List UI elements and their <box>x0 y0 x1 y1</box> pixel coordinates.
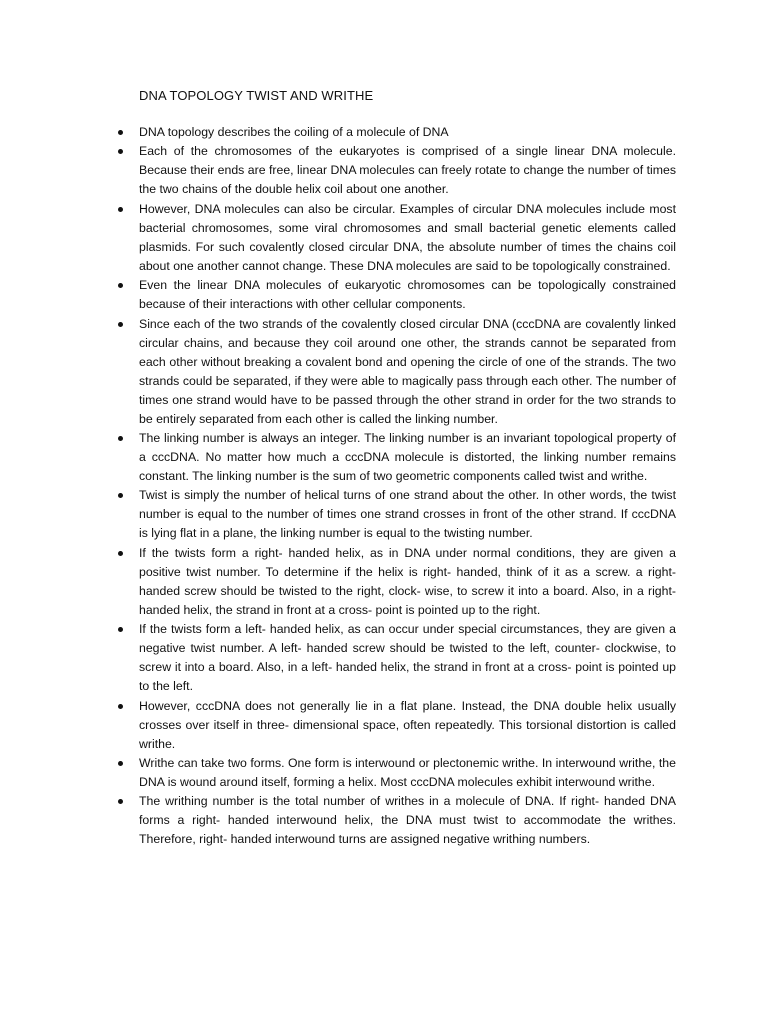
bullet-text: However, DNA molecules can also be circular. Examples of circular DNA molecules include most bacterial chromosomes, some viral chromosomes and small bacterial genetic elements called plasmids. For such covalently closed circular DNA, the absolute number of times the chains coil about one another cannot change. These DNA molecules are said to be topologically constrained. <box>139 201 676 273</box>
bullet-icon <box>118 149 123 154</box>
list-item <box>115 315 676 429</box>
bullet-text: Twist is simply the number of helical turns of one strand about the other. In other words, the twist number is equal to the number of times one strand crosses in front of the other strand. If cccDNA is lying flat in a plane, the linking number is equal to the twisting number. <box>139 488 676 541</box>
list-item <box>115 620 676 696</box>
bullet-icon <box>118 207 123 212</box>
bullet-text: However, cccDNA does not generally lie in a flat plane. Instead, the DNA double helix usually crosses over itself in three- dimensional space, often repeatedly. This torsional distortion is called writhe. <box>139 698 676 751</box>
bullet-text: If the twists form a right- handed helix, as in DNA under normal conditions, they are given a positive twist number. To determine if the helix is right- handed, think of it as a screw. a right- handed screw should be twisted to the right, clock- wise, to screw it into a board. Also, in a right- handed helix, the strand in front at a cross- point is pointed up to the right. <box>139 545 676 617</box>
bullet-icon <box>118 493 123 498</box>
bullet-list <box>115 123 676 850</box>
list-item <box>115 429 676 486</box>
list-item <box>115 792 676 849</box>
bullet-text: The linking number is always an integer. The linking number is an invariant topological property of a cccDNA. No matter how much a cccDNA molecule is distorted, the linking number remains constant. The linking number is the sum of two geometric components called twist and writhe. <box>139 430 676 483</box>
bullet-icon <box>118 130 123 135</box>
list-item <box>115 754 676 792</box>
bullet-text: The writhing number is the total number of writhes in a molecule of DNA. If right- handed DNA forms a right- handed interwound helix, the DNA must twist to accommodate the writhes. Therefore, right- handed interwound turns are assigned negative writhing numbers. <box>139 794 676 847</box>
bullet-text: Since each of the two strands of the covalently closed circular DNA (cccDNA are covalently linked circular chains, and because they coil around one other, the strands cannot be separated from each other without breaking a covalent bond and opening the circle of one of the strands. The two strands could be separated, if they were able to magically pass through each other. The number of times one strand would have to be passed through the other strand in order for the two strands to be entirely separated from each other is called the linking number. <box>139 316 676 426</box>
bullet-text: Each of the chromosomes of the eukaryotes is comprised of a single linear DNA molecule. Because their ends are free, linear DNA molecules can freely rotate to change the number of times the two chains of the double helix coil about one another. <box>139 144 676 197</box>
bullet-icon <box>118 283 123 288</box>
list-item <box>115 142 676 199</box>
bullet-icon <box>118 799 123 804</box>
bullet-text: Even the linear DNA molecules of eukaryotic chromosomes can be topologically constrained because of their interactions with other cellular components. <box>139 278 676 312</box>
bullet-text: Writhe can take two forms. One form is interwound or plectonemic writhe. In interwound writhe, the DNA is wound around itself, forming a helix. Most cccDNA molecules exhibit interwound writhe. <box>139 755 676 789</box>
list-item <box>115 276 676 314</box>
bullet-icon <box>118 704 123 709</box>
bullet-icon <box>118 627 123 632</box>
bullet-text: DNA topology describes the coiling of a molecule of DNA <box>139 125 449 139</box>
bullet-text: If the twists form a left- handed helix, as can occur under special circumstances, they are given a negative twist number. A left- handed screw should be twisted to the left, counter- clockwise, to screw it into a board. Also, in a left- handed helix, the strand in front at a cross- point is pointed up to the left. <box>139 622 676 694</box>
list-item <box>115 544 676 620</box>
bullet-icon <box>118 322 123 327</box>
list-item <box>115 123 676 142</box>
bullet-icon <box>118 761 123 766</box>
bullet-icon <box>118 436 123 441</box>
list-item <box>115 697 676 754</box>
list-item <box>115 200 676 276</box>
bullet-icon <box>118 551 123 556</box>
list-item <box>115 486 676 543</box>
document-title: DNA TOPOLOGY TWIST AND WRITHE <box>139 88 374 103</box>
